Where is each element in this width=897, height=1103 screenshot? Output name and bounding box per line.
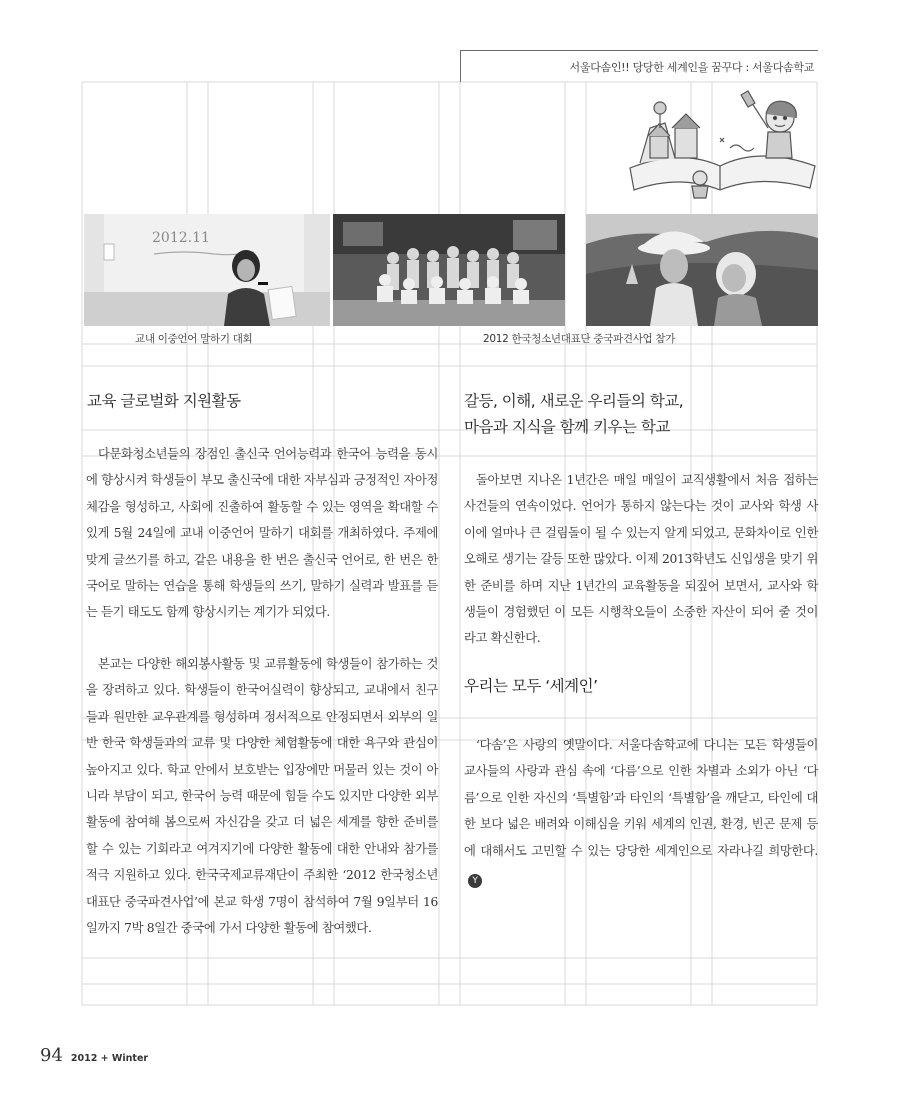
body-paragraph: 다문화청소년들의 장점인 출신국 언어능력과 한국어 능력을 동시에 향상시켜 학생들이 부모 출신국에 대한 자부심과 긍정적인 자아정체감을 형성하고, 사회에 진출하여 활동할 수 있는 영역을 확대할 수 있게 5월 24일에 교내 이중언어 말하기 대회를 개최하였다. 주제에 맞게 글쓰기를 하고, 같은 내용을 한 번은 출신국 언어로, 한 번은 한국어로 말하는 연습을 통해 학생들의 쓰기, 말하기 실력과 발표를 듣는 듣기 태도도 함께 향상시키는 계기가 되었다. xyxy=(86,447,438,620)
section-heading-line: 마음과 지식을 함께 키우는 학교 xyxy=(464,418,670,436)
running-header-title: 서울다솜인!! 당당한 세계인을 꿈꾸다 : 서울다솜학교 xyxy=(569,60,814,74)
section-heading xyxy=(464,388,814,440)
page-footer xyxy=(40,1045,148,1066)
body-paragraph-text: ‘다솜’은 사랑의 옛말이다. 서울다솜학교에 다니는 모든 학생들이 교사들의 사랑과 관심 속에 ‘다름’으로 인한 차별과 소외가 아닌 ‘다름’으로 인한 자신의 ‘특별함’과 타인의 ‘특별함’을 깨닫고, 타인에 대한 보다 넓은 배려와 이해심을 키워 세계의 인권, 환경, 빈곤 문제 등에 대해서도 고민할 수 있는 당당한 세계인으로 자라나길 희망한다. xyxy=(464,738,818,858)
section-heading: 우리는 모두 ‘세계인’ xyxy=(464,677,598,695)
issue-label: 2012 + Winter xyxy=(70,1053,149,1064)
section-heading: 교육 글로벌화 지원활동 xyxy=(87,392,241,410)
section-heading-line: 갈등, 이해, 새로운 우리들의 학교, xyxy=(464,392,684,410)
board-date-text: 2012.11 xyxy=(152,230,210,246)
photo-china-delegation xyxy=(333,214,565,326)
photo-students-outdoors xyxy=(586,214,818,326)
photo-caption: 교내 이중언어 말하기 대회 xyxy=(135,333,253,345)
photo-caption: 2012 한국청소년대표단 중국파견사업 참가 xyxy=(483,333,676,345)
end-mark-icon: Y xyxy=(468,874,482,888)
body-paragraph: 본교는 다양한 해외봉사활동 및 교류활동에 학생들이 참가하는 것을 장려하고 있다. 학생들이 한국어실력이 향상되고, 교내에서 친구들과 원만한 교우관계를 형성하며 정서적으로 안정되면서 외부의 일반 한국 학생들과의 교류 및 다양한 체험활동에 대한 욕구와 관심이 높아지고 있다. 학교 안에서 보호받는 입장에만 머물러 있는 것이 아니라 부담이 되고, 한국어 능력 때문에 힘들 수도 있지만 다양한 외부활동에 참여해 봄으로써 자신감을 갖고 더 넓은 세계를 향한 준비를 할 수 있는 기회라고 여겨지기에 다양한 활동에 대한 안내와 참가를 적극 지원하고 있다. 한국국제교류재단이 주최한 ‘2012 한국청소년대표단 중국파견사업’에 본교 학생 7명이 참석하여 7월 9일부터 16일까지 7박 8일간 중국에 가서 다양한 활동에 참여했다. xyxy=(86,657,438,936)
book-illustration xyxy=(620,88,820,200)
running-header xyxy=(460,50,818,82)
body-paragraph xyxy=(464,732,818,890)
photo-speech-contest xyxy=(84,214,330,326)
body-paragraph: 돌아보면 지나온 1년간은 매일 매일이 교직생활에서 처음 접하는 사건들의 연속이었다. 언어가 통하지 않는다는 것이 교사와 학생 사이에 얼마나 큰 걸림돌이 될 수 있는지 알게 되었고, 문화차이로 인한 오해로 생기는 갈등 또한 많았다. 이제 2013학년도 신입생을 맞기 위한 준비를 하며 지난 1년간의 교육활동을 되짚어 보면서, 교사와 학생들이 경험했던 이 모든 시행착오들이 소중한 자산이 되어 줄 것이라고 확신한다. xyxy=(464,473,818,646)
page-number: 94 xyxy=(40,1045,63,1066)
